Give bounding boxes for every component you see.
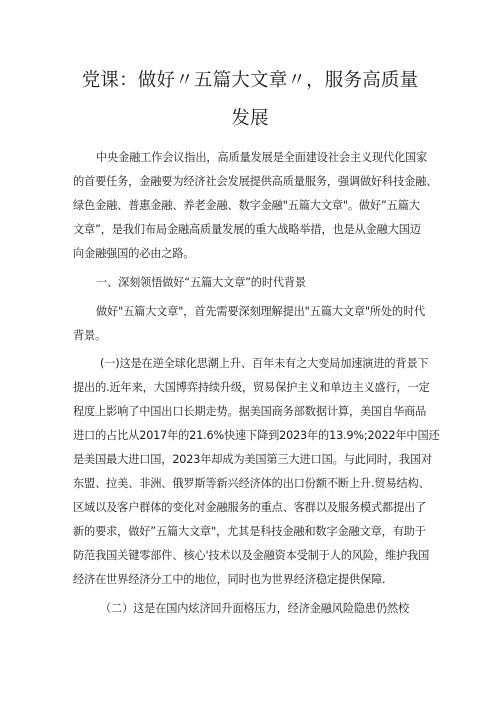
intro-line: 的首要任务，金融要为经济社会发展提供高质量服务，强调做好科技金融、 (73, 175, 438, 188)
document-title-line1: 党课：做好〃五篇大文章〃，服务高质量 (81, 70, 419, 91)
intro-line: 文章”，是我们布局金融高质量发展的重大战略举措，也是从金融大国迈 (73, 223, 421, 236)
section1-line: 做好"五篇大文章"，首先需要深刻理解提出"五篇大文章"所处的时代 (96, 305, 426, 318)
point1-line: 东盟、拉美、非洲、俄罗斯等新兴经济体的出口份额不断上升.贸易结构、 (73, 477, 430, 490)
point1-line: 区域以及客户群体的变化对金融服务的重点、客群以及服务模式都提出了 (73, 501, 427, 514)
point1-line: 是美国最大进口国，2023年却成为美国第三大进口国。与此同时，我国对 (73, 453, 432, 466)
point1-line: 新的要求，做好”五篇大文章"，尤其是科技金融和数字金融文章，有助于 (73, 525, 426, 538)
intro-line: 向金融强国的必由之路。 (73, 247, 195, 260)
document-title-line2: 发展 (231, 108, 269, 129)
point1-line: 程度上影响了中国出口长期走势。据美国商务部数据计算，美国自华商品 (73, 405, 427, 418)
point1-line: 进口的占比从2017年的21.6%快速下降到2023年的13.9%;2022年中国还 (73, 429, 440, 442)
intro-line: 绿色金融、普惠金融、养老金融、数字金融"五篇大文章"。做好”五篇大 (73, 199, 420, 212)
point1-line: 防范我国关键零部件、核心'技术以及金融资本受制于人的风险，维护我国 (73, 549, 430, 562)
section1-line: 背景。 (73, 329, 107, 342)
point1-line: 经济在世界经济分工中的地位，同时也为世界经济稳定提供保障. (73, 573, 386, 586)
intro-line: 中央金融工作会议指出，高质量发展是全面建设社会主义现代化国家 (96, 151, 428, 164)
point1-line: (一)这是在逆全球化思潮上升、百年未有之大变局加速演进的背景下 (100, 357, 429, 370)
point2-line: （二）这是在国内炫济回升面格压力，经济金融风险隐患仍然校 (100, 602, 410, 615)
point1-line: 提出的.近年来，大国博弈持续升级，贸易保护主义和单边主义盛行，一定 (73, 381, 430, 394)
section-heading: 一、深刻领悟做好“五篇大文章”的时代背景 (96, 276, 306, 289)
